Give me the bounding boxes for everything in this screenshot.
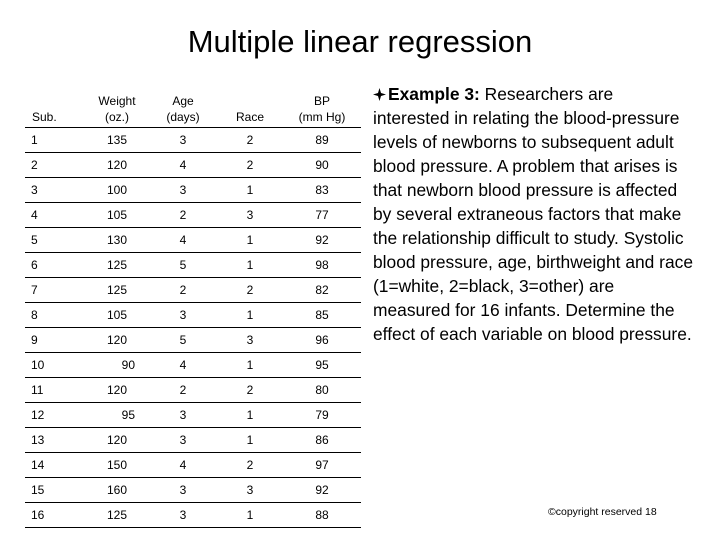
- cell-bp: 79: [283, 403, 361, 428]
- cell-bp: 97: [283, 453, 361, 478]
- cell-age: 3: [149, 303, 217, 328]
- cell-sub: 10: [25, 353, 85, 378]
- cell-age: 5: [149, 328, 217, 353]
- slide-title: Multiple linear regression: [187, 24, 533, 59]
- cell-race: 1: [217, 353, 283, 378]
- cell-sub: 12: [25, 403, 85, 428]
- cell-sub: 5: [25, 228, 85, 253]
- cell-sub: 8: [25, 303, 85, 328]
- cell-sub: 2: [25, 153, 85, 178]
- cell-sub: 7: [25, 278, 85, 303]
- cell-race: 3: [217, 203, 283, 228]
- cell-race: 2: [217, 378, 283, 403]
- table-row: [25, 178, 361, 203]
- table-row: [25, 353, 361, 378]
- header-race: Race: [217, 83, 283, 128]
- cell-race: 1: [217, 428, 283, 453]
- cell-race: 2: [217, 128, 283, 153]
- cell-age: 2: [149, 378, 217, 403]
- cell-age: 4: [149, 153, 217, 178]
- cell-age: 3: [149, 178, 217, 203]
- table-row: [25, 328, 361, 353]
- cell-sub: 13: [25, 428, 85, 453]
- header-weight: Weight (oz.): [85, 83, 149, 128]
- cell-bp: 80: [283, 378, 361, 403]
- copyright-text: ©copyright reserved 18: [548, 506, 657, 518]
- cell-weight: 120: [85, 378, 149, 403]
- cell-race: 1: [217, 178, 283, 203]
- cell-age: 2: [149, 278, 217, 303]
- cell-race: 1: [217, 403, 283, 428]
- cell-bp: 88: [283, 503, 361, 528]
- data-table-container: [25, 83, 361, 528]
- cell-age: 4: [149, 453, 217, 478]
- cell-age: 3: [149, 478, 217, 503]
- cell-bp: 96: [283, 328, 361, 353]
- cell-sub: 14: [25, 453, 85, 478]
- example-text-panel: [373, 82, 693, 346]
- cell-sub: 4: [25, 203, 85, 228]
- cell-sub: 3: [25, 178, 85, 203]
- table-row: [25, 203, 361, 228]
- cell-race: 2: [217, 153, 283, 178]
- table-body: [25, 128, 361, 528]
- table-row: [25, 228, 361, 253]
- cell-age: 3: [149, 128, 217, 153]
- cell-race: 3: [217, 328, 283, 353]
- cell-bp: 85: [283, 303, 361, 328]
- cell-bp: 82: [283, 278, 361, 303]
- cell-age: 4: [149, 353, 217, 378]
- cell-age: 5: [149, 253, 217, 278]
- cell-weight: 105: [85, 303, 149, 328]
- table-row: [25, 253, 361, 278]
- table-row: [25, 278, 361, 303]
- header-bp: BP (mm Hg): [283, 83, 361, 128]
- table-row: [25, 128, 361, 153]
- cell-race: 3: [217, 478, 283, 503]
- cell-race: 2: [217, 453, 283, 478]
- cell-age: 4: [149, 228, 217, 253]
- table-row: [25, 503, 361, 528]
- cell-weight: 160: [85, 478, 149, 503]
- cell-bp: 92: [283, 228, 361, 253]
- cell-weight: 150: [85, 453, 149, 478]
- cell-weight: 125: [85, 278, 149, 303]
- cell-sub: 15: [25, 478, 85, 503]
- cell-weight: 135: [85, 128, 149, 153]
- cell-age: 3: [149, 403, 217, 428]
- cell-age: 3: [149, 503, 217, 528]
- header-age: Age (days): [149, 83, 217, 128]
- cell-race: 1: [217, 228, 283, 253]
- cell-bp: 92: [283, 478, 361, 503]
- cell-weight: 120: [85, 428, 149, 453]
- table-row: [25, 453, 361, 478]
- cell-bp: 83: [283, 178, 361, 203]
- diamond-bullet-icon: [373, 88, 386, 101]
- table-row: [25, 303, 361, 328]
- cell-bp: 98: [283, 253, 361, 278]
- cell-sub: 1: [25, 128, 85, 153]
- table-row: [25, 378, 361, 403]
- cell-bp: 95: [283, 353, 361, 378]
- cell-weight: 125: [85, 503, 149, 528]
- table-row: [25, 403, 361, 428]
- example-text: Researchers are interested in relating the blood-pressure levels of newborns to subsequent adult blood pressure. A problem that arises is that newborn blood pressure is affected by several extraneous factors that make the relationship difficult to study. Systolic blood pressure, age, birthweight and race (1=white, 2=black, 3=other) are measured for 16 infants. Determine the effect of each variable on blood pressure.: [373, 84, 693, 344]
- cell-weight: 130: [85, 228, 149, 253]
- cell-weight: 105: [85, 203, 149, 228]
- cell-race: 2: [217, 278, 283, 303]
- cell-sub: 11: [25, 378, 85, 403]
- cell-bp: 86: [283, 428, 361, 453]
- cell-bp: 90: [283, 153, 361, 178]
- table-row: [25, 478, 361, 503]
- cell-sub: 9: [25, 328, 85, 353]
- cell-bp: 89: [283, 128, 361, 153]
- example-label: Example 3:: [388, 84, 480, 104]
- cell-weight: 120: [85, 153, 149, 178]
- cell-weight: 90: [85, 353, 149, 378]
- table-row: [25, 428, 361, 453]
- cell-weight: 95: [85, 403, 149, 428]
- cell-weight: 125: [85, 253, 149, 278]
- table-header-row: [25, 83, 361, 128]
- cell-race: 1: [217, 303, 283, 328]
- header-sub: Sub.: [25, 83, 85, 128]
- data-table: [25, 83, 361, 528]
- cell-race: 1: [217, 253, 283, 278]
- cell-weight: 120: [85, 328, 149, 353]
- cell-sub: 16: [25, 503, 85, 528]
- cell-weight: 100: [85, 178, 149, 203]
- cell-age: 2: [149, 203, 217, 228]
- cell-bp: 77: [283, 203, 361, 228]
- cell-race: 1: [217, 503, 283, 528]
- table-row: [25, 153, 361, 178]
- cell-age: 3: [149, 428, 217, 453]
- cell-sub: 6: [25, 253, 85, 278]
